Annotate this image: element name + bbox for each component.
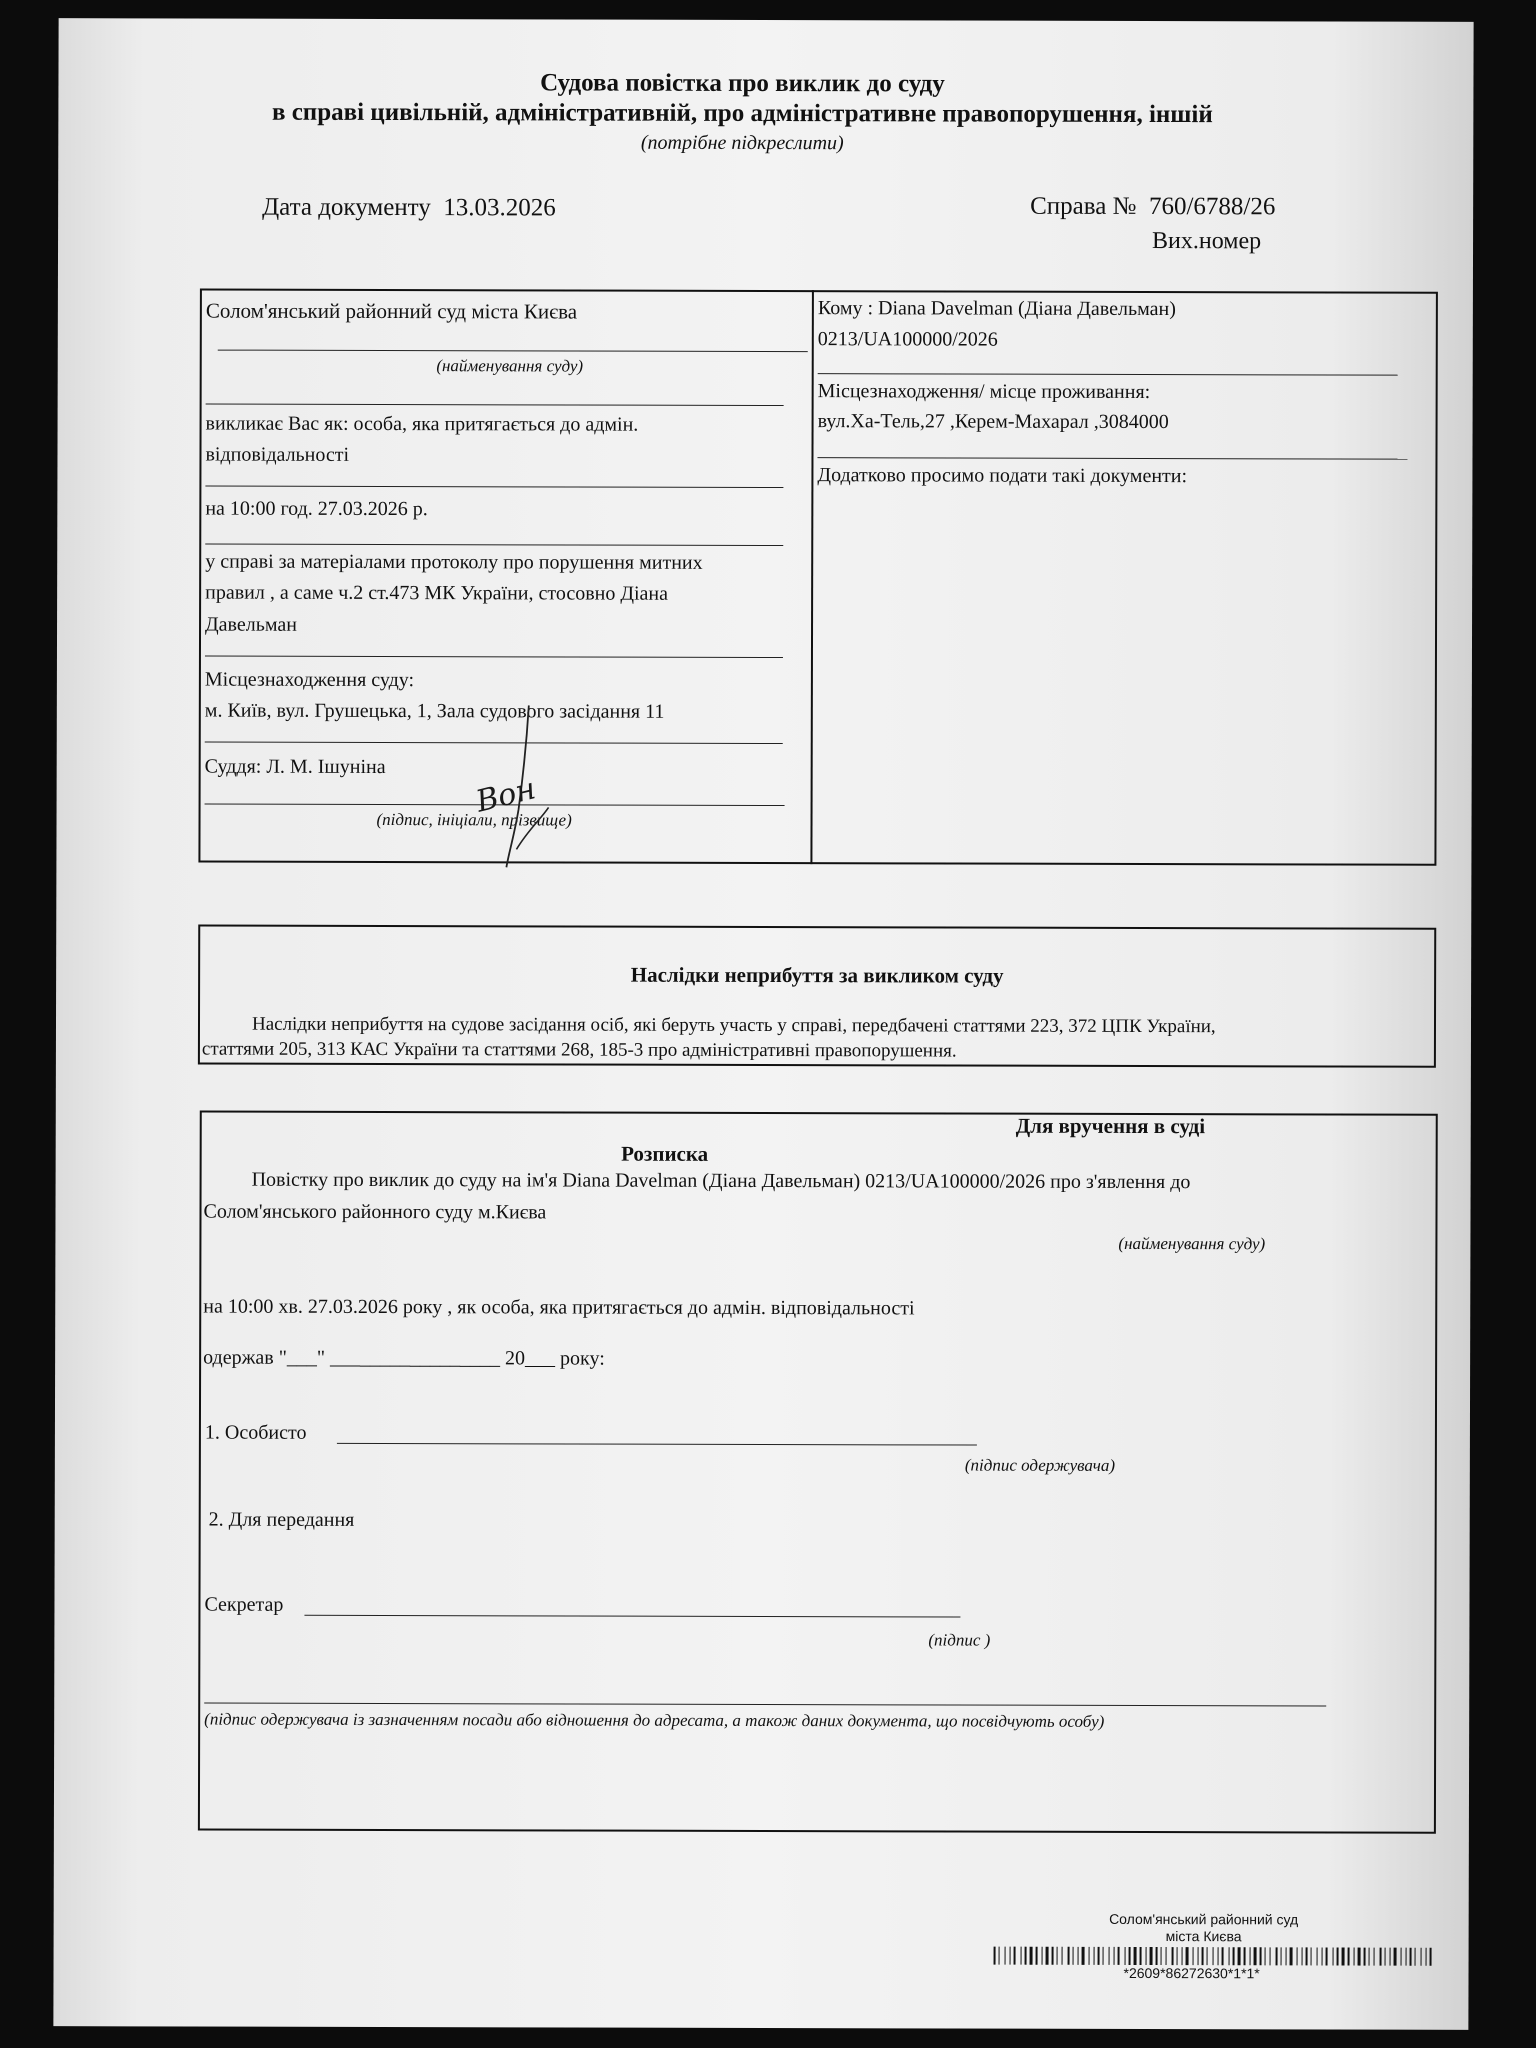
barcode-bar (1036, 1947, 1038, 1965)
barcode-bar (1333, 1947, 1334, 1965)
document-subtitle: в справі цивільній, адміністративній, про адміністративне правопорушення, іншій (271, 98, 1213, 129)
barcode-bar (1172, 1947, 1174, 1965)
barcode-bar (1025, 1947, 1027, 1965)
residence-address: вул.Ха-Тель,27 ,Керем-Махарал ,3084000 (817, 410, 1169, 434)
barcode-bar (1390, 1948, 1391, 1966)
document-date (262, 194, 556, 223)
barcode-bar (1281, 1947, 1282, 1965)
barcode (994, 1947, 1434, 1966)
barcode-bar (1233, 1947, 1235, 1965)
outgoing-number-label: Вих.номер (1152, 228, 1262, 255)
barcode-bar (1342, 1948, 1345, 1966)
barcode-bar (1094, 1947, 1095, 1965)
case-number (1030, 193, 1275, 222)
residence-label: Місцезнаходження/ місце проживання: (817, 380, 1151, 404)
barcode-bar (1254, 1947, 1257, 1965)
barcode-bar (1265, 1947, 1266, 1965)
barcode-bar (1010, 1947, 1011, 1965)
case-description-2: правил , а саме ч.2 ст.473 МК України, стосовно Діана (205, 581, 669, 605)
barcode-bar (1005, 1947, 1006, 1965)
barcode-bar (1260, 1947, 1262, 1965)
barcode-bar (1394, 1948, 1397, 1966)
barcode-bar (1198, 1947, 1199, 1965)
for-transfer-label: 2. Для передання (208, 1508, 355, 1531)
case-label: Справа № (1030, 192, 1137, 220)
barcode-bar (1218, 1947, 1219, 1965)
barcode-bar (1306, 1947, 1308, 1965)
barcode-bar (1118, 1947, 1120, 1965)
barcode-bar (1146, 1947, 1147, 1965)
barcode-bar (1098, 1947, 1100, 1965)
barcode-text: *2609*86272630*1*1* (1123, 1964, 1260, 1982)
judge-signature (456, 699, 576, 869)
summons-role: викликає Вас як: особа, яка притягається до адмін. (205, 412, 639, 436)
barcode-bar (1207, 1947, 1208, 1965)
personally-label: 1. Особисто (204, 1421, 307, 1444)
barcode-bar (1311, 1947, 1312, 1965)
barcode-bar (1369, 1948, 1370, 1966)
barcode-bar (1213, 1947, 1214, 1965)
barcode-bar (1129, 1947, 1131, 1965)
receipt-court-caption: (найменування суду) (1118, 1233, 1266, 1254)
barcode-bar (1150, 1947, 1153, 1965)
barcode-bar (1046, 1947, 1049, 1965)
barcode-bar (1401, 1948, 1402, 1966)
barcode-bar (1290, 1947, 1293, 1965)
recipient-name: Кому : Diana Davelman (Діана Давельман) (817, 297, 1176, 321)
barcode-bar (1276, 1947, 1278, 1965)
barcode-bar (1068, 1947, 1070, 1965)
receipt-time-line: на 10:00 хв. 27.03.2026 року , як особа, яка притягається до адмін. відповідальності (203, 1295, 915, 1320)
barcode-bar (1125, 1947, 1126, 1965)
court-name-caption: (найменування суду) (436, 356, 584, 376)
date-label: Дата документу (262, 193, 431, 222)
barcode-bar (1322, 1947, 1323, 1965)
barcode-bar (1244, 1947, 1246, 1965)
barcode-bar (1238, 1947, 1241, 1965)
barcode-bar (1354, 1948, 1355, 1966)
consequences-title: Наслідки неприбуття за викликом суду (630, 962, 1004, 988)
barcode-bar (1406, 1948, 1407, 1966)
barcode-bar (1062, 1947, 1063, 1965)
barcode-bar (1302, 1947, 1303, 1965)
receipt-footer-caption: (підпис одержувача із зазначенням посади або відношення до адресата, а також даних документа, що посвідчують особу) (204, 1709, 1105, 1731)
barcode-bar (1426, 1948, 1427, 1966)
barcode-bar (1317, 1947, 1318, 1965)
barcode-bar (1193, 1947, 1194, 1965)
barcode-bar (999, 1947, 1000, 1965)
barcode-bar (1380, 1948, 1382, 1966)
barcode-bar (1430, 1948, 1432, 1966)
barcode-bar (1182, 1947, 1183, 1965)
barcode-bar (1014, 1947, 1016, 1965)
barcode-bar (1374, 1948, 1375, 1966)
secretary-label: Секретар (204, 1593, 284, 1616)
barcode-bar (994, 1947, 996, 1965)
barcode-bar (1337, 1948, 1339, 1966)
receipt-title: Розписка (621, 1141, 709, 1166)
judge-name: Суддя: Л. М. Ішуніна (204, 755, 386, 779)
signature-scrawl: Вон (472, 771, 540, 820)
summons-paper (53, 18, 1473, 2030)
documents-request: Додатково просимо подати такі документи: (817, 464, 1188, 488)
recipient-id: 0213/UA100000/2026 (817, 328, 998, 351)
barcode-bar (1326, 1947, 1328, 1965)
barcode-bar (1082, 1947, 1085, 1965)
barcode-bar (1073, 1947, 1074, 1965)
barcode-bar (1057, 1947, 1058, 1965)
barcode-bar (1109, 1947, 1110, 1965)
case-value: 760/6788/26 (1148, 193, 1276, 221)
barcode-bar (1222, 1947, 1224, 1965)
document-title: Судова повістка про виклик до суду (540, 69, 945, 98)
barcode-bar (1421, 1948, 1422, 1966)
barcode-bar (1202, 1947, 1204, 1965)
summons-role-cont: відповідальності (205, 443, 350, 466)
barcode-bar (1270, 1947, 1271, 1965)
case-description-1: у справі за матеріалами протоколу про порушення митних (205, 550, 703, 574)
barcode-bar (1410, 1948, 1412, 1966)
case-description-3: Давельман (205, 613, 298, 636)
barcode-bar (1177, 1947, 1178, 1965)
barcode-bar (1229, 1947, 1230, 1965)
barcode-bar (1103, 1947, 1104, 1965)
barcode-bar (1140, 1947, 1142, 1965)
barcode-bar (1042, 1947, 1043, 1965)
secretary-signature-caption: (підпис ) (928, 1630, 991, 1650)
barcode-bar (1186, 1947, 1189, 1965)
barcode-bar (1348, 1948, 1350, 1966)
consequences-text-1: Наслідки неприбуття на судове засідання осіб, які беруть участь у справі, передбачені статтями 223, 372 ЦПК України, (251, 1013, 1216, 1038)
barcode-bar (1286, 1947, 1287, 1965)
receipt-text-2: Солом'янського районного суду м.Києва (203, 1200, 547, 1224)
recipient-signature-caption: (підпис одержувача) (964, 1455, 1116, 1475)
barcode-bar (1364, 1948, 1366, 1966)
barcode-bar (1078, 1947, 1079, 1965)
barcode-bar (1052, 1947, 1054, 1965)
barcode-bar (1030, 1947, 1033, 1965)
barcode-bar (1089, 1947, 1090, 1965)
signature-caption: (підпис, ініціали, прізвище) (376, 809, 572, 830)
barcode-bar (1156, 1947, 1158, 1965)
court-name: Солом'янський районний суд міста Києва (205, 298, 578, 324)
barcode-bar (1134, 1947, 1137, 1965)
barcode-bar (1161, 1947, 1162, 1965)
receipt-text-1: Повістку про виклик до суду на ім'я Diana Davelman (Діана Давельман) 0213/UA100000/2026 про з'явлення до (251, 1168, 1191, 1194)
court-location-label: Місцезнаходження суду: (204, 668, 415, 692)
footer-court-line2: міста Києва (1165, 1928, 1242, 1945)
barcode-bar (1358, 1948, 1361, 1966)
barcode-bar (1385, 1948, 1386, 1966)
title-note: (потрібне підкреслити) (640, 131, 844, 155)
consequences-text-2: статтями 205, 313 КАС України та статтями 268, 185-3 про адміністративні правопорушення. (201, 1038, 957, 1062)
for-court-delivery: Для вручення в суді (1015, 1113, 1206, 1139)
barcode-bar (1415, 1948, 1416, 1966)
court-location: м. Київ, вул. Грушецька, 1, Зала судового засідання 11 (204, 699, 665, 723)
footer-court-line1: Солом'янський районний суд (1109, 1910, 1299, 1928)
date-value: 13.03.2026 (443, 194, 556, 222)
received-date-line: одержав "___" _________________ 20___ року: (203, 1346, 605, 1370)
barcode-bar (1114, 1947, 1115, 1965)
barcode-bar (1250, 1947, 1251, 1965)
barcode-bar (1021, 1947, 1022, 1965)
barcode-bar (1166, 1947, 1167, 1965)
hearing-time: на 10:00 год. 27.03.2026 р. (205, 497, 428, 521)
barcode-bar (1297, 1947, 1298, 1965)
